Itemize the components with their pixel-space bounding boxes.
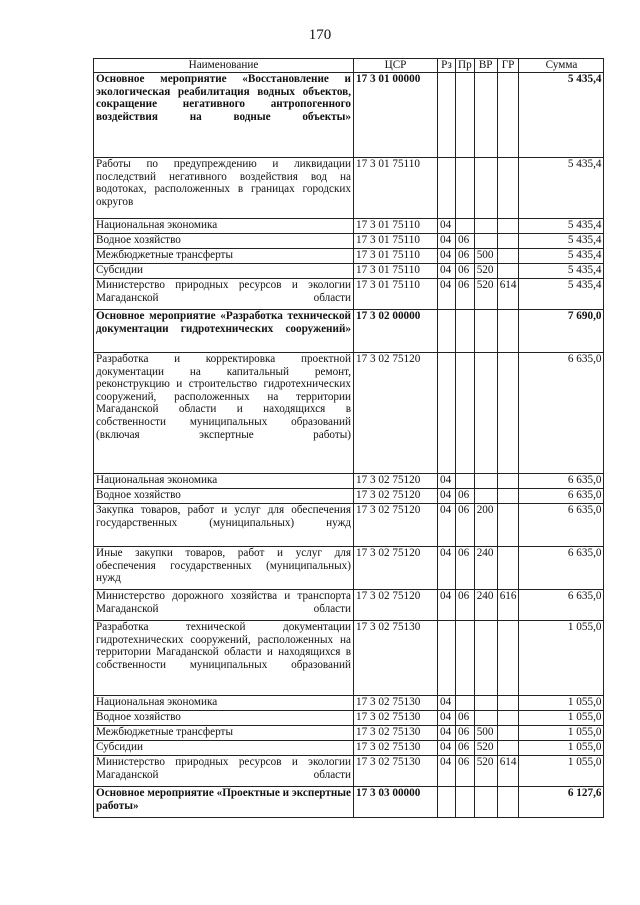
cell-csr: 17 3 01 75110 — [354, 279, 438, 310]
cell-vr — [474, 474, 497, 489]
cell-vr: 520 — [474, 756, 497, 787]
cell-rz: 04 — [438, 264, 456, 279]
cell-sum: 5 435,4 — [519, 279, 604, 310]
cell-csr: 17 3 02 75130 — [354, 696, 438, 711]
cell-gr — [497, 73, 519, 158]
cell-pr — [456, 696, 475, 711]
cell-csr: 17 3 02 75130 — [354, 756, 438, 787]
cell-sum: 6 635,0 — [519, 590, 604, 621]
column-header-csr: ЦСР — [354, 59, 438, 73]
cell-sum: 5 435,4 — [519, 234, 604, 249]
page-number: 170 — [308, 27, 332, 43]
cell-sum: 5 435,4 — [519, 158, 604, 219]
cell-gr — [497, 621, 519, 696]
cell-pr — [456, 158, 475, 219]
cell-rz: 04 — [438, 756, 456, 787]
cell-csr: 17 3 02 75120 — [354, 489, 438, 504]
cell-name: Водное хозяйство — [94, 234, 354, 249]
table-row — [94, 264, 604, 279]
cell-name: Водное хозяйство — [94, 711, 354, 726]
table-header-row — [94, 59, 604, 73]
cell-sum: 6 635,0 — [519, 474, 604, 489]
cell-sum: 5 435,4 — [519, 264, 604, 279]
cell-vr: 240 — [474, 590, 497, 621]
cell-sum: 6 635,0 — [519, 353, 604, 474]
cell-rz: 04 — [438, 547, 456, 590]
cell-rz — [438, 158, 456, 219]
cell-csr: 17 3 02 75130 — [354, 741, 438, 756]
cell-pr: 06 — [456, 489, 475, 504]
cell-vr — [474, 219, 497, 234]
cell-sum: 1 055,0 — [519, 696, 604, 711]
cell-pr — [456, 353, 475, 474]
table-row — [94, 310, 604, 353]
cell-rz — [438, 310, 456, 353]
cell-vr — [474, 234, 497, 249]
cell-csr: 17 3 01 75110 — [354, 234, 438, 249]
cell-vr: 500 — [474, 249, 497, 264]
cell-name: Субсидии — [94, 264, 354, 279]
cell-rz: 04 — [438, 279, 456, 310]
cell-sum: 6 635,0 — [519, 504, 604, 547]
table-row — [94, 489, 604, 504]
cell-sum: 1 055,0 — [519, 756, 604, 787]
cell-gr — [497, 310, 519, 353]
cell-gr — [497, 787, 519, 818]
cell-csr: 17 3 01 75110 — [354, 249, 438, 264]
cell-gr — [497, 474, 519, 489]
cell-vr: 520 — [474, 741, 497, 756]
cell-rz: 04 — [438, 590, 456, 621]
cell-rz: 04 — [438, 489, 456, 504]
cell-gr — [497, 489, 519, 504]
cell-name: Работы по предупреждению и ликвидации последствий негативного воздействия вод на водотоках, расположенных в границах городских округов — [94, 158, 354, 219]
cell-pr — [456, 621, 475, 696]
column-header-rz: Рз — [438, 59, 456, 73]
budget-table — [93, 58, 604, 818]
cell-pr — [456, 73, 475, 158]
cell-rz — [438, 353, 456, 474]
cell-pr: 06 — [456, 264, 475, 279]
cell-name: Межбюджетные трансферты — [94, 726, 354, 741]
table-row — [94, 696, 604, 711]
cell-gr — [497, 547, 519, 590]
cell-name: Министерство природных ресурсов и экологии Магаданской области — [94, 279, 354, 310]
cell-name: Министерство природных ресурсов и экологии Магаданской области — [94, 756, 354, 787]
column-header-pr: Пр — [456, 59, 475, 73]
table-row — [94, 756, 604, 787]
cell-gr — [497, 353, 519, 474]
cell-rz: 04 — [438, 219, 456, 234]
cell-gr — [497, 158, 519, 219]
cell-vr: 240 — [474, 547, 497, 590]
table-row — [94, 590, 604, 621]
cell-csr: 17 3 03 00000 — [354, 787, 438, 818]
cell-vr — [474, 310, 497, 353]
cell-rz: 04 — [438, 726, 456, 741]
cell-name: Межбюджетные трансферты — [94, 249, 354, 264]
cell-gr — [497, 264, 519, 279]
cell-csr: 17 3 02 75120 — [354, 353, 438, 474]
cell-vr: 200 — [474, 504, 497, 547]
cell-pr — [456, 474, 475, 489]
cell-pr — [456, 310, 475, 353]
cell-gr — [497, 696, 519, 711]
table-row — [94, 279, 604, 310]
cell-csr: 17 3 01 75110 — [354, 219, 438, 234]
cell-gr — [497, 711, 519, 726]
cell-vr: 520 — [474, 279, 497, 310]
cell-csr: 17 3 01 00000 — [354, 73, 438, 158]
cell-pr: 06 — [456, 590, 475, 621]
cell-vr — [474, 489, 497, 504]
cell-gr: 614 — [497, 279, 519, 310]
cell-name: Министерство дорожного хозяйства и транспорта Магаданской области — [94, 590, 354, 621]
cell-name: Субсидии — [94, 741, 354, 756]
cell-vr — [474, 696, 497, 711]
table-row — [94, 504, 604, 547]
cell-name: Основное мероприятие «Восстановление и экологическая реабилитация водных объектов, сокращение негативного антропогенного воздействия на водные объекты» — [94, 73, 354, 158]
cell-gr — [497, 249, 519, 264]
cell-name: Водное хозяйство — [94, 489, 354, 504]
cell-pr: 06 — [456, 504, 475, 547]
cell-csr: 17 3 02 75130 — [354, 711, 438, 726]
cell-pr: 06 — [456, 279, 475, 310]
cell-name: Основное мероприятие «Разработка технической документации гидротехнических сооружений» — [94, 310, 354, 353]
cell-csr: 17 3 02 75120 — [354, 547, 438, 590]
cell-pr — [456, 219, 475, 234]
cell-csr: 17 3 02 75130 — [354, 621, 438, 696]
cell-rz — [438, 621, 456, 696]
cell-gr: 616 — [497, 590, 519, 621]
cell-csr: 17 3 02 75120 — [354, 474, 438, 489]
cell-pr: 06 — [456, 249, 475, 264]
cell-vr — [474, 787, 497, 818]
cell-sum: 5 435,4 — [519, 219, 604, 234]
cell-sum: 7 690,0 — [519, 310, 604, 353]
cell-name: Закупка товаров, работ и услуг для обеспечения государственных (муниципальных) нужд — [94, 504, 354, 547]
table-row — [94, 353, 604, 474]
cell-sum: 1 055,0 — [519, 726, 604, 741]
column-header-gr: ГР — [497, 59, 519, 73]
cell-rz: 04 — [438, 741, 456, 756]
cell-name: Разработка технической документации гидротехнических сооружений, расположенных на территории Магаданской области и находящихся в собственности муниципальных образований — [94, 621, 354, 696]
cell-vr — [474, 73, 497, 158]
cell-csr: 17 3 01 75110 — [354, 264, 438, 279]
cell-gr — [497, 741, 519, 756]
cell-gr — [497, 726, 519, 741]
cell-name: Основное мероприятие «Проектные и экспертные работы» — [94, 787, 354, 818]
cell-csr: 17 3 02 75120 — [354, 504, 438, 547]
table-row — [94, 726, 604, 741]
table-row — [94, 621, 604, 696]
cell-pr: 06 — [456, 711, 475, 726]
cell-pr: 06 — [456, 234, 475, 249]
cell-sum: 1 055,0 — [519, 621, 604, 696]
cell-sum: 1 055,0 — [519, 711, 604, 726]
table-row — [94, 741, 604, 756]
cell-pr: 06 — [456, 741, 475, 756]
cell-pr: 06 — [456, 726, 475, 741]
cell-vr — [474, 711, 497, 726]
table-row — [94, 158, 604, 219]
cell-gr — [497, 234, 519, 249]
cell-vr: 500 — [474, 726, 497, 741]
cell-sum: 6 127,6 — [519, 787, 604, 818]
cell-csr: 17 3 02 75120 — [354, 590, 438, 621]
cell-name: Иные закупки товаров, работ и услуг для обеспечения государственных (муниципальных) нужд — [94, 547, 354, 590]
table-row — [94, 219, 604, 234]
column-header-sum: Сумма — [519, 59, 604, 73]
table-row — [94, 787, 604, 818]
table-row — [94, 711, 604, 726]
table-row — [94, 474, 604, 489]
cell-name: Национальная экономика — [94, 696, 354, 711]
cell-name: Национальная экономика — [94, 219, 354, 234]
cell-name: Разработка и корректировка проектной документации на капитальный ремонт, реконструкцию и строительство гидротехнических сооружений, расположенных на территории Магаданской области и находящихся в собственности муниципальных образований (включая экспертные работы) — [94, 353, 354, 474]
table-body — [94, 73, 604, 818]
cell-rz: 04 — [438, 249, 456, 264]
cell-rz: 04 — [438, 696, 456, 711]
cell-sum: 5 435,4 — [519, 249, 604, 264]
table-row — [94, 249, 604, 264]
cell-gr: 614 — [497, 756, 519, 787]
cell-pr: 06 — [456, 756, 475, 787]
cell-sum: 1 055,0 — [519, 741, 604, 756]
cell-vr — [474, 158, 497, 219]
cell-gr — [497, 504, 519, 547]
cell-rz: 04 — [438, 474, 456, 489]
cell-sum: 6 635,0 — [519, 547, 604, 590]
cell-rz: 04 — [438, 234, 456, 249]
cell-rz: 04 — [438, 504, 456, 547]
cell-csr: 17 3 02 00000 — [354, 310, 438, 353]
cell-rz — [438, 73, 456, 158]
cell-sum: 5 435,4 — [519, 73, 604, 158]
cell-sum: 6 635,0 — [519, 489, 604, 504]
table-row — [94, 73, 604, 158]
column-header-name: Наименование — [94, 59, 354, 73]
cell-rz — [438, 787, 456, 818]
table-row — [94, 547, 604, 590]
cell-vr — [474, 353, 497, 474]
cell-vr: 520 — [474, 264, 497, 279]
cell-csr: 17 3 02 75130 — [354, 726, 438, 741]
cell-rz: 04 — [438, 711, 456, 726]
cell-pr: 06 — [456, 547, 475, 590]
cell-csr: 17 3 01 75110 — [354, 158, 438, 219]
table-row — [94, 234, 604, 249]
cell-gr — [497, 219, 519, 234]
cell-name: Национальная экономика — [94, 474, 354, 489]
cell-vr — [474, 621, 497, 696]
cell-pr — [456, 787, 475, 818]
column-header-vr: ВР — [474, 59, 497, 73]
